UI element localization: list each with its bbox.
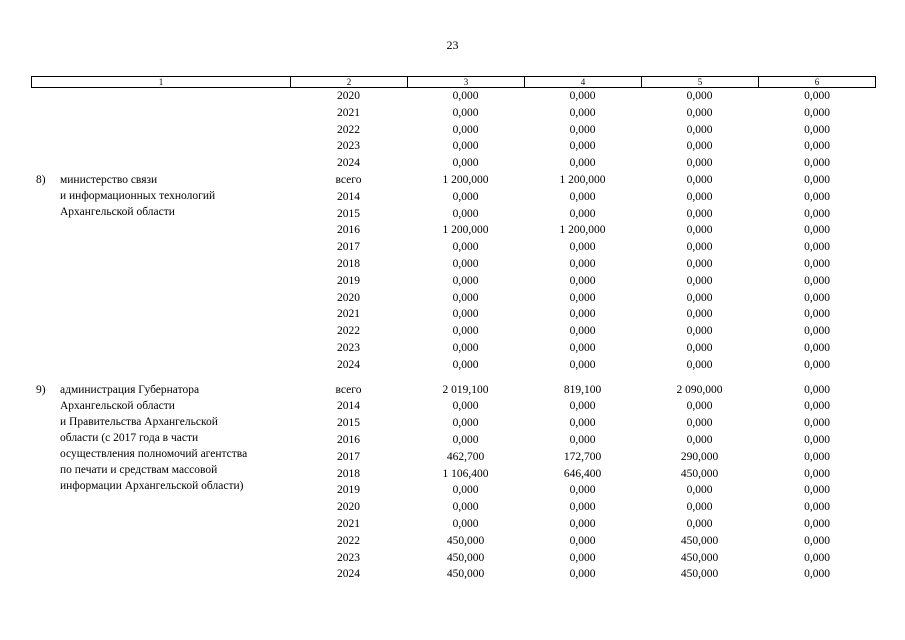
table-cell-col6: 0,000 (804, 207, 830, 220)
table-cell-col3: 0,000 (452, 157, 479, 170)
table-row (0, 382, 905, 399)
table-cell-col3: 0,000 (452, 190, 479, 203)
table-row (0, 189, 905, 206)
table-cell-col5: 0,000 (686, 325, 713, 338)
table-cell-col6: 0,000 (804, 308, 830, 321)
table-row (0, 398, 905, 415)
table-cell-col6: 0,000 (804, 450, 830, 463)
table-cell-col3: 0,000 (452, 400, 479, 413)
table-cell-col3: 462,700 (446, 450, 485, 463)
table-cell-col3: 0,000 (452, 358, 479, 371)
table-cell-col2: 2020 (337, 291, 360, 304)
table-cell-col4: 0,000 (569, 308, 596, 321)
table-cell-col4: 0,000 (569, 518, 596, 530)
table-cell-col3: 0,000 (452, 241, 479, 254)
table-cell-col3: 0,000 (452, 417, 479, 430)
table-cell-col5: 450,000 (680, 568, 719, 581)
table-cell-col5: 0,000 (686, 400, 713, 413)
table-cell-col5: 0,000 (686, 241, 713, 254)
table-cell-col6: 0,000 (804, 417, 830, 430)
column-header-row (31, 76, 876, 88)
table-cell-col6: 0,000 (804, 224, 830, 237)
table-row (0, 88, 905, 105)
table-cell-col3: 0,000 (452, 274, 479, 287)
page-number: 23 (446, 38, 459, 52)
table-cell-col4: 0,000 (569, 551, 596, 564)
table-cell-col2: 2024 (337, 358, 360, 371)
table-cell-col3: 0,000 (452, 123, 479, 136)
table-cell-col5: 0,000 (686, 291, 713, 304)
table-cell-col2: 2024 (337, 157, 360, 170)
table-cell-col6: 0,000 (804, 291, 830, 304)
table-cell-col6: 0,000 (804, 568, 830, 581)
table-cell-col6: 0,000 (804, 358, 830, 371)
table-cell-col4: 0,000 (569, 207, 596, 220)
table-cell-col3: 1 200,000 (442, 174, 489, 186)
table-row (0, 206, 905, 223)
table-row (0, 357, 905, 374)
table-cell-col6: 0,000 (804, 342, 830, 354)
table-row (0, 499, 905, 516)
table-cell-col2: 2014 (337, 400, 360, 413)
table-row (0, 550, 905, 567)
table-cell-col2: 2023 (337, 551, 360, 564)
table-cell-col2: 2018 (337, 258, 360, 270)
table-cell-col2: 2023 (337, 140, 360, 153)
table-row (0, 155, 905, 172)
table-cell-col5: 0,000 (686, 207, 713, 220)
table-cell-col6: 0,000 (804, 123, 830, 136)
table-cell-col3: 0,000 (452, 140, 479, 153)
table-cell-col4: 1 200,000 (559, 174, 606, 186)
table-cell-col3: 0,000 (452, 207, 479, 220)
table-cell-col5: 0,000 (686, 140, 713, 153)
table-cell-col2: 2016 (337, 224, 360, 237)
table-cell-col5: 450,000 (680, 467, 719, 480)
table-row (0, 323, 905, 340)
section-number: 8) (36, 174, 46, 186)
table-cell-col4: 0,000 (569, 140, 596, 153)
table-cell-col2: 2015 (337, 417, 360, 430)
table-cell-col4: 0,000 (569, 417, 596, 430)
table-cell-col5: 450,000 (680, 551, 719, 564)
table-cell-col3: 0,000 (452, 308, 479, 321)
table-cell-col3: 2 019,100 (442, 383, 489, 396)
table-cell-col4: 646,400 (563, 467, 602, 480)
table-cell-col4: 0,000 (569, 358, 596, 371)
table-cell-col5: 0,000 (686, 157, 713, 170)
column-header-6: 6 (814, 77, 820, 87)
table-cell-col5: 0,000 (686, 123, 713, 136)
table-cell-col6: 0,000 (804, 190, 830, 203)
table-row (0, 533, 905, 550)
table-cell-col4: 0,000 (569, 157, 596, 170)
table-cell-col2: 2022 (337, 123, 360, 136)
table-cell-col5: 0,000 (686, 518, 713, 530)
table-cell-col6: 0,000 (804, 467, 830, 480)
table-cell-col6: 0,000 (804, 325, 830, 338)
table-cell-col2: 2023 (337, 342, 360, 354)
table-cell-col5: 0,000 (686, 258, 713, 270)
table-cell-col3: 0,000 (452, 325, 479, 338)
table-row (0, 172, 905, 189)
table-cell-col5: 0,000 (686, 174, 713, 186)
table-cell-col4: 0,000 (569, 274, 596, 287)
table-cell-col4: 0,000 (569, 90, 596, 102)
table-cell-col2: 2020 (337, 90, 360, 102)
table-cell-col6: 0,000 (804, 106, 830, 119)
table-cell-col5: 0,000 (686, 342, 713, 354)
table-cell-col2: 2016 (337, 434, 360, 446)
table-row (0, 566, 905, 583)
column-header-5: 5 (642, 77, 759, 87)
table-cell-col4: 0,000 (569, 484, 596, 497)
table-row (0, 105, 905, 122)
table-cell-col4: 0,000 (569, 123, 596, 136)
table-cell-col4: 0,000 (569, 291, 596, 304)
table-cell-col4: 0,000 (569, 241, 596, 254)
table-cell-col5: 0,000 (686, 190, 713, 203)
table-row (0, 482, 905, 499)
table-cell-col3: 0,000 (452, 501, 479, 514)
table-cell-col5: 0,000 (686, 434, 713, 446)
table-cell-col4: 0,000 (569, 342, 596, 354)
table-row (0, 256, 905, 273)
table-cell-col5: 0,000 (686, 417, 713, 430)
table-cell-col2: 2021 (337, 518, 360, 530)
table-row (0, 340, 905, 357)
table-cell-col2: 2022 (337, 534, 360, 547)
table-row (0, 516, 905, 533)
table-cell-col6: 0,000 (804, 241, 830, 254)
table-row (0, 239, 905, 256)
table-row (0, 449, 905, 466)
table-cell-col2: 2017 (337, 450, 360, 463)
table-row (0, 290, 905, 307)
table-cell-col2: всего (335, 174, 362, 186)
table-cell-col2: всего (335, 383, 362, 396)
table-cell-col3: 0,000 (452, 90, 479, 102)
table-cell-col6: 0,000 (804, 400, 830, 413)
table-row (0, 122, 905, 139)
table-cell-col3: 0,000 (452, 291, 479, 304)
table-cell-col4: 0,000 (569, 325, 596, 338)
column-header-4: 4 (525, 77, 642, 87)
table-cell-col6: 0,000 (804, 501, 830, 514)
table-cell-col6: 0,000 (804, 274, 830, 287)
table-cell-col6: 0,000 (804, 174, 830, 186)
table-row (0, 222, 905, 239)
table-cell-col6: 0,000 (804, 534, 830, 547)
table-cell-col6: 0,000 (804, 157, 830, 170)
table-cell-col3: 450,000 (446, 551, 485, 564)
table-cell-col5: 0,000 (686, 358, 713, 371)
table-row (0, 415, 905, 432)
table-cell-col3: 450,000 (446, 568, 485, 581)
table-row (0, 273, 905, 290)
section-number: 9) (36, 383, 46, 396)
table-cell-col3: 0,000 (452, 342, 479, 354)
table-cell-col6: 0,000 (804, 434, 830, 446)
table-cell-col4: 0,000 (569, 534, 596, 547)
table-cell-col6: 0,000 (804, 258, 830, 270)
table-cell-col3: 0,000 (452, 484, 479, 497)
table-cell-col2: 2019 (337, 484, 360, 497)
column-header-3: 3 (408, 77, 525, 87)
table-cell-col5: 2 090,000 (676, 383, 723, 396)
table-cell-col2: 2019 (337, 274, 360, 287)
table-row (0, 138, 905, 155)
table-cell-col4: 819,100 (563, 383, 602, 396)
table-cell-col2: 2022 (337, 325, 360, 338)
table-cell-col2: 2021 (337, 308, 360, 321)
table-cell-col4: 0,000 (569, 501, 596, 514)
table-cell-col6: 0,000 (804, 90, 830, 102)
table-cell-col4: 0,000 (569, 400, 596, 413)
table-cell-col4: 1 200,000 (559, 224, 606, 237)
table-cell-col5: 0,000 (686, 274, 713, 287)
table-cell-col3: 1 200,000 (442, 224, 489, 237)
table-cell-col4: 0,000 (569, 106, 596, 119)
table-cell-col4: 0,000 (569, 190, 596, 203)
section-entity-name: министерство связи и информационных технологий Архангельской области (60, 174, 216, 218)
table-cell-col5: 450,000 (680, 534, 719, 547)
table-cell-col2: 2020 (337, 501, 360, 514)
table-cell-col3: 0,000 (452, 434, 479, 446)
table-cell-col2: 2018 (337, 467, 360, 480)
table-cell-col5: 0,000 (686, 484, 713, 497)
section-entity-name: администрация Губернатора Архангельской области и Правительства Архангельской области (с 2017 года в части осуществления полномочий агентства по печати и средствам массовой информации Архангельской области) (60, 383, 248, 492)
table-cell-col6: 0,000 (804, 551, 830, 564)
table-row (0, 466, 905, 483)
table-cell-col6: 0,000 (804, 140, 830, 153)
table-cell-col4: 172,700 (563, 450, 602, 463)
table-cell-col4: 0,000 (569, 258, 596, 270)
table-cell-col5: 0,000 (686, 224, 713, 237)
table-cell-col2: 2017 (337, 241, 360, 254)
table-cell-col5: 0,000 (686, 90, 713, 102)
table-cell-col2: 2015 (337, 207, 360, 220)
table-cell-col5: 0,000 (686, 106, 713, 119)
table-cell-col6: 0,000 (804, 518, 830, 530)
table-cell-col6: 0,000 (804, 484, 830, 497)
table-cell-col3: 0,000 (452, 258, 479, 270)
table-cell-col5: 0,000 (686, 308, 713, 321)
table-cell-col3: 450,000 (446, 534, 485, 547)
table-cell-col5: 0,000 (686, 501, 713, 514)
table-cell-col6: 0,000 (804, 383, 830, 396)
table-cell-col3: 1 106,400 (442, 467, 489, 480)
column-header-1: 1 (32, 77, 291, 87)
column-header-2: 2 (291, 77, 408, 87)
table-cell-col4: 0,000 (569, 568, 596, 581)
table-cell-col2: 2021 (337, 106, 360, 119)
table-cell-col5: 290,000 (680, 450, 719, 463)
table-row (0, 432, 905, 449)
table-cell-col3: 0,000 (452, 518, 479, 530)
table-row (0, 306, 905, 323)
table-cell-col4: 0,000 (569, 434, 596, 446)
table-cell-col2: 2014 (337, 190, 360, 203)
table-cell-col3: 0,000 (452, 106, 479, 119)
table-cell-col2: 2024 (337, 568, 360, 581)
